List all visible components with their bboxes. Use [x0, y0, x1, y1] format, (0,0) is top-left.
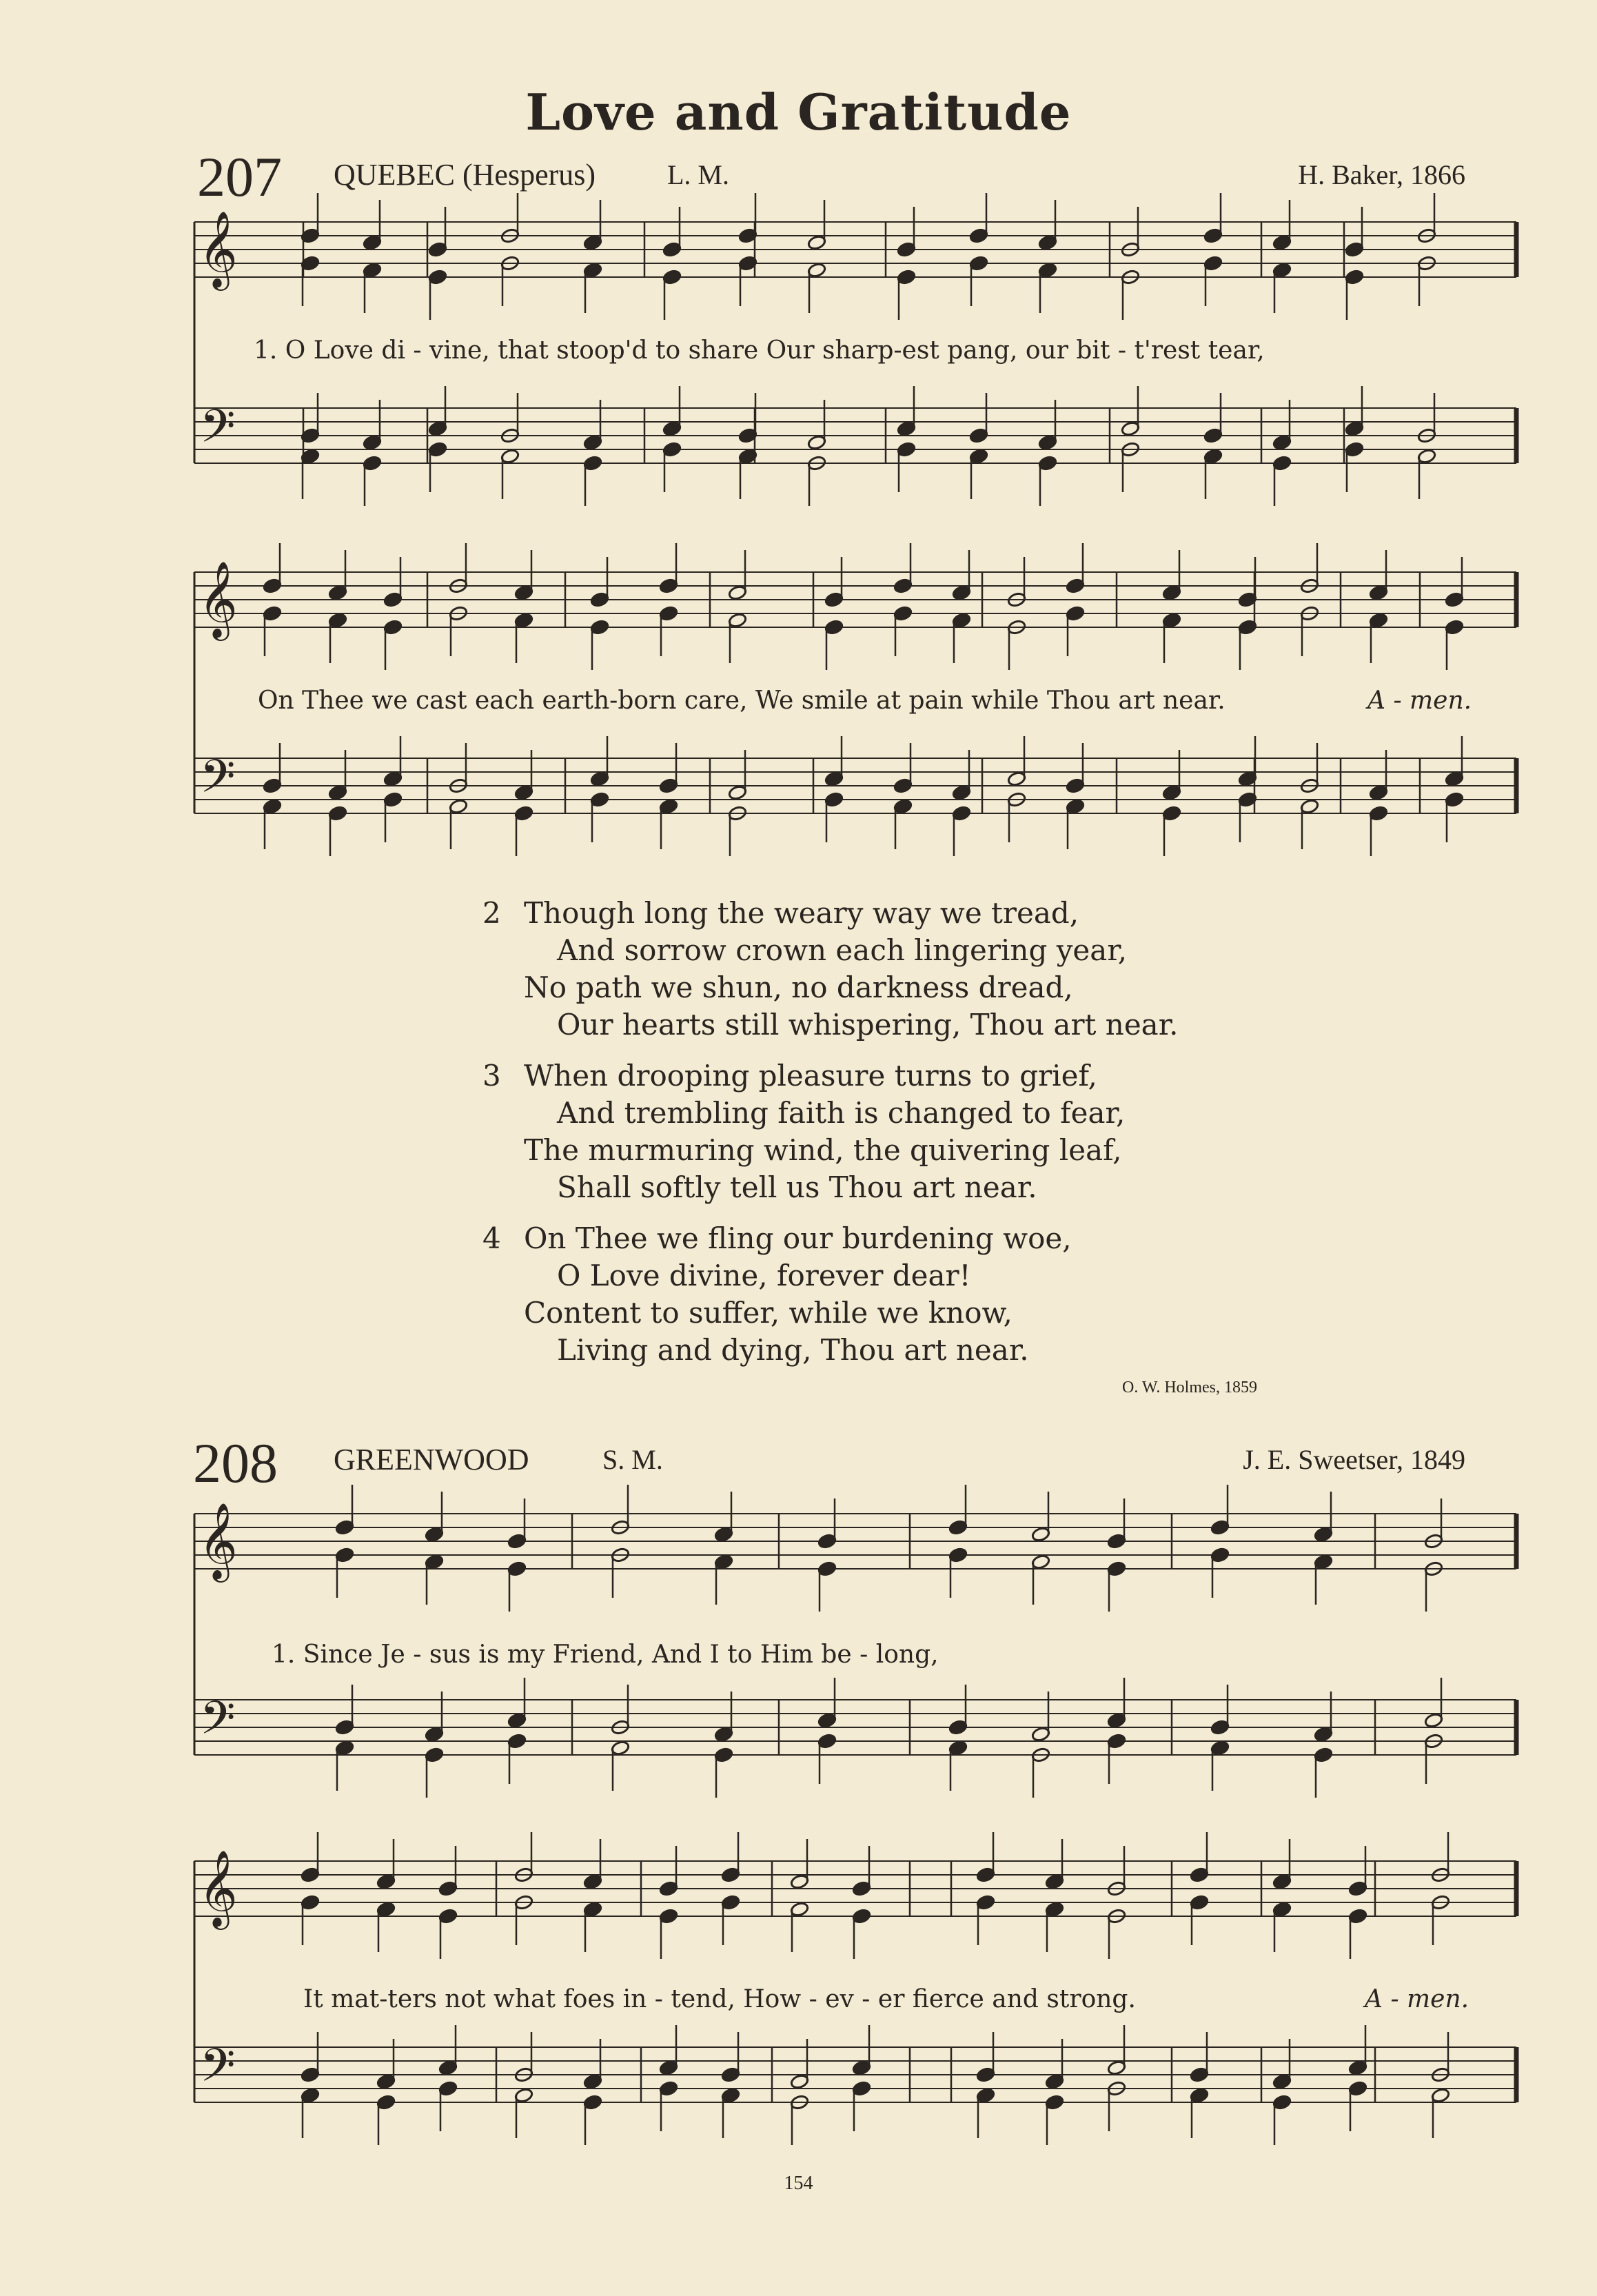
hymn-207-lyric-line-2: On Thee we cast each earth-born care, We smile at pain while Thou art near.	[258, 687, 1225, 715]
hymn-208-lyric-line-1: 1. Since Je - sus is my Friend, And I to Him be - long,	[272, 1640, 939, 1669]
bass-clef: 𝄢	[200, 750, 236, 814]
hymn-207-text-credit: O. W. Holmes, 1859	[1121, 1379, 1257, 1396]
page-heading: Love and Gratitude	[525, 83, 1072, 141]
stanza-line: Shall softly tell us Thou art near.	[557, 1170, 1037, 1204]
treble-clef: 𝄞	[199, 1849, 238, 1927]
stanza-line: O Love divine, forever dear!	[557, 1259, 971, 1292]
hymn-207-composer: H. Baker, 1866	[1298, 159, 1465, 190]
stanza-line: Content to suffer, while we know,	[524, 1296, 1013, 1330]
stanza-4	[482, 1220, 1179, 1369]
stanza-3	[482, 1057, 1179, 1206]
hymn-207-amen: A - men.	[1367, 687, 1472, 715]
stanza-number: 2	[482, 896, 501, 930]
hymn-208-composer: J. E. Sweetser, 1849	[1243, 1444, 1465, 1475]
stanza-line: The murmuring wind, the quivering leaf,	[524, 1133, 1122, 1167]
hymn-207-lyric-line-1: 1. O Love di - vine, that stoop'd to share Our sharp-est pang, our bit - t'rest tear,	[254, 336, 1265, 365]
stanza-line: Though long the weary way we tread,	[524, 896, 1079, 930]
stanza-number: 4	[482, 1221, 501, 1255]
stanza-number: 3	[482, 1059, 501, 1093]
hymn-207-meter: L. M.	[667, 159, 729, 190]
hymn-208-number: 208	[193, 1432, 278, 1494]
hymn-207-tune: QUEBEC (Hesperus)	[334, 158, 596, 192]
treble-clef: 𝄞	[199, 560, 238, 638]
treble-clef: 𝄞	[199, 1502, 238, 1579]
stanza-line: No path we shun, no darkness dread,	[524, 971, 1073, 1004]
stanza-line: When drooping pleasure turns to grief,	[524, 1059, 1097, 1093]
hymn-207-stanzas	[482, 895, 1179, 1369]
hymn-207-number: 207	[197, 145, 282, 208]
stanza-line: Our hearts still whispering, Thou art near.	[557, 1008, 1179, 1042]
page-number: 154	[784, 2173, 813, 2194]
bass-clef: 𝄢	[200, 400, 236, 464]
bass-clef: 𝄢	[200, 2039, 236, 2103]
stanza-2	[482, 895, 1179, 1044]
stanza-line: Living and dying, Thou art near.	[557, 1333, 1029, 1367]
treble-clef: 𝄞	[199, 210, 238, 287]
bass-clef: 𝄢	[200, 1691, 236, 1756]
hymn-208-lyric-line-2: It mat-ters not what foes in - tend, How - ev - er fierce and strong.	[303, 1985, 1136, 2013]
hymn-208-meter: S. M.	[602, 1444, 663, 1475]
hymn-208-tune: GREENWOOD	[334, 1443, 529, 1476]
stanza-line: On Thee we fling our burdening woe,	[524, 1221, 1072, 1255]
stanza-line: And trembling faith is changed to fear,	[557, 1096, 1126, 1130]
hymn-208-amen: A - men.	[1365, 1985, 1469, 2013]
stanza-line: And sorrow crown each lingering year,	[557, 933, 1128, 967]
